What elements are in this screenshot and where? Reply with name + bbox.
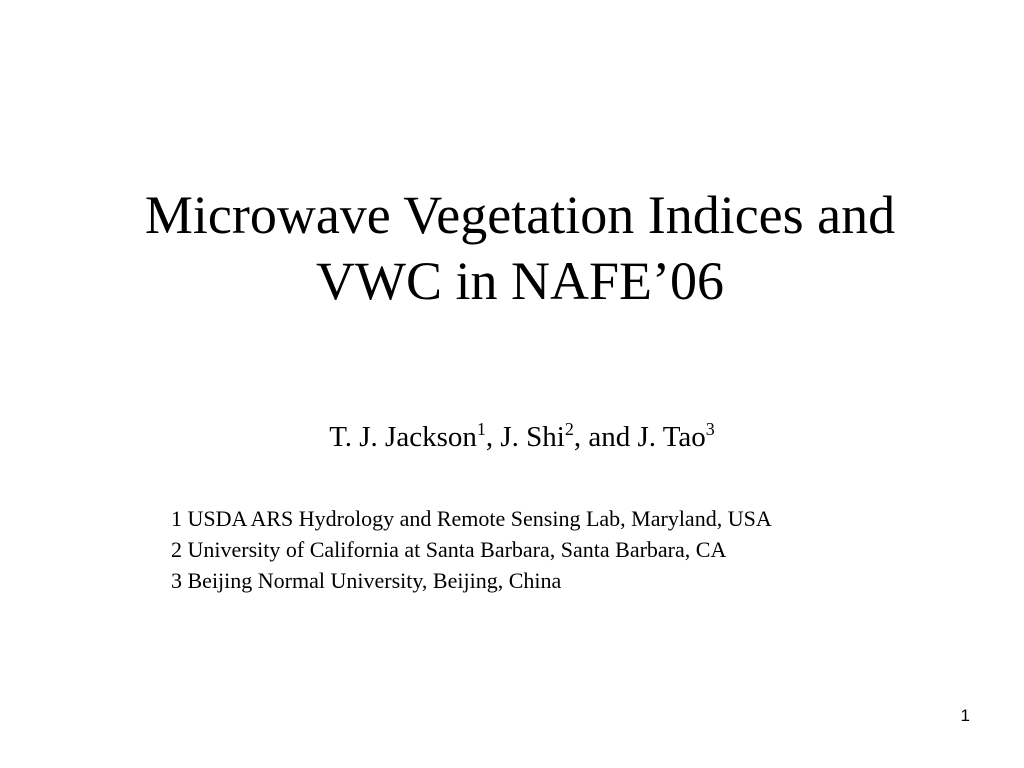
title-line-2: VWC in NAFE’06 — [316, 251, 724, 311]
author-name: J. Tao — [637, 421, 706, 453]
page-number: 1 — [960, 706, 970, 725]
slide-title — [0, 182, 1024, 314]
author-name: J. Shi — [500, 421, 565, 453]
author-list — [0, 419, 1024, 455]
author-separator: , and — [573, 421, 638, 453]
title-line-1: Microwave Vegetation Indices and — [144, 185, 896, 245]
author-affiliation-marker: 3 — [705, 419, 715, 439]
affiliation-list — [171, 503, 772, 596]
affiliation-item: 3 Beijing Normal University, Beijing, China — [171, 568, 562, 593]
affiliation-item: 1 USDA ARS Hydrology and Remote Sensing Lab, Maryland, USA — [171, 506, 772, 531]
affiliation-item: 2 University of California at Santa Barbara, Santa Barbara, CA — [171, 537, 727, 562]
author-affiliation-marker: 2 — [564, 419, 574, 439]
author-name: T. J. Jackson — [329, 421, 477, 453]
author-affiliation-marker: 1 — [476, 419, 486, 439]
author-separator: , — [485, 421, 501, 453]
